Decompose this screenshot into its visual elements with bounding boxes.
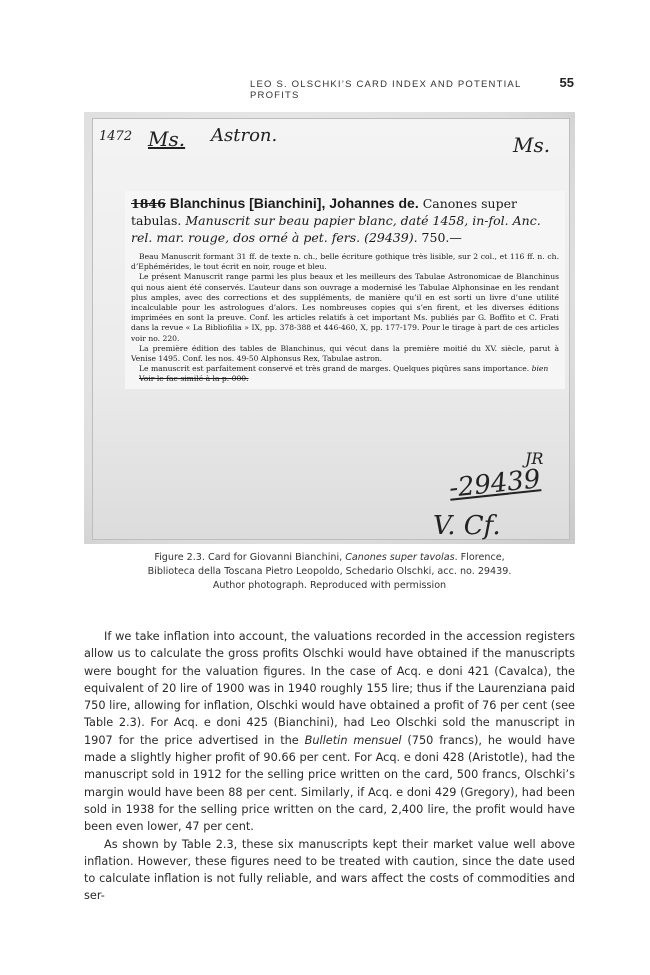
- card-hand-insert: bien: [531, 364, 549, 374]
- printed-entry: [125, 191, 565, 389]
- caption-line-2: Biblioteca della Toscana Pietro Leopoldo, Schedario Olschki, acc. no. 29439.: [147, 566, 512, 577]
- handwritten-subject: Astron.: [211, 125, 278, 146]
- page-number: 55: [559, 75, 574, 90]
- caption-line-1: Figure 2.3. Card for Giovanni Bianchini, Canones super tavolas. Florence,: [154, 552, 505, 563]
- card-paragraph: Voir le fac-similé à la p. 000.: [139, 374, 249, 384]
- running-head: [84, 75, 574, 101]
- card-paragraph: Beau Manuscrit formant 31 ff. de texte n. ch., belle écriture gothique très lisible, sur 2 col., et 116 ff. n. ch. d’Ephémérides, le tout écrit en noir, rouge et bleu.: [131, 252, 559, 272]
- body-text: [84, 628, 575, 905]
- running-title: LEO S. OLSCHKI’S CARD INDEX AND POTENTIAL PROFITS: [250, 79, 522, 101]
- handwritten-bottom: V. Cf.: [433, 511, 501, 541]
- index-card: [92, 118, 570, 540]
- card-author: Blanchinus [Bianchini], Johannes de.: [169, 195, 419, 211]
- card-number: 1846: [131, 196, 166, 211]
- card-description: Manuscrit sur beau papier blanc, daté 1458, in-fol. Anc. rel. mar. rouge, dos orné à pet. fers. (29439).: [131, 213, 541, 245]
- figure-photograph: [84, 112, 575, 544]
- handwritten-ms-left: Ms.: [148, 127, 186, 151]
- card-price: 750.—: [421, 230, 462, 245]
- handwritten-ms-right: Ms.: [513, 133, 551, 157]
- handwritten-accession: -29439: [447, 464, 542, 504]
- body-paragraph: As shown by Table 2.3, these six manuscripts kept their market value well above inflation. However, these figures need to be treated with caution, since the date used to calculate inflation is not fully reliable, and wars affect the costs of commodities and ser-: [84, 837, 575, 903]
- handwritten-initials: JR: [525, 449, 544, 468]
- body-paragraph: If we take inflation into account, the valuations recorded in the accession registers allow us to calculate the gross profits Olschki would have obtained if the manuscripts were bought for the valuation figures. In the case of Acq. e doni 421 (Cavalca), the equivalent of 20 lire of 1900 was in 1940 roughly 155 lire; thus if the Laurenziana paid 750 lire, allowing for inflation, Olschki would have obtained a profit of 76 per cent (see Table 2.3). For Acq. e doni 425 (Bianchini), had Leo Olschki sold the manuscript in 1907 for the price advertised in the Bulletin mensuel (750 francs), he would have made a slightly higher profit of 90.66 per cent. For Acq. e doni 428 (Aristotle), had the manuscript sold in 1912 for the selling price written on the card, 500 francs, Olschki’s margin would have been 88 per cent. Similarly, if Acq. e doni 429 (Gregory), had been sold in 1938 for the selling price written on the card, 2,400 lire, the profit would have been even lower, 47 per cent.: [84, 630, 575, 834]
- figure-caption: [84, 551, 575, 593]
- handwritten-number: 1472: [99, 129, 133, 144]
- card-paragraph: Le présent Manuscrit range parmi les plus beaux et les meilleurs des Tabulae Astronomicae de Blanchinus qui nous aient été conservés. L’auteur dans son ouvrage a modernisé les Tabulae Alphonsinae en les rendant plus amples, avec des corrections et des suppléments, de manière qu’il en est sorti un livre d’une utilité incalculable pour les astrologues d’alors. Les nombreuses copies qui s’en firent, et les diverses éditions imprimées en sont la preuve. Conf. les articles relatifs à cet important Ms. publiés par G. Boffito et C. Frati dans la revue « La Bibliofilia » IX, pp. 378-388 et 446-460, X, pp. 177-179. Pour le tirage à part de ces articles voir no. 220.: [131, 272, 559, 343]
- card-title-line: Canones super tabulas.: [131, 196, 517, 228]
- card-paragraph: Le manuscrit est parfaitement conservé et très grand de marges. Quelques piqûres sans importance. bien: [139, 364, 549, 374]
- card-body: [131, 252, 559, 385]
- card-heading: [131, 195, 559, 246]
- caption-line-3: Author photograph. Reproduced with permission: [212, 580, 447, 591]
- card-paragraph: La première édition des tables de Blanchinus, qui vécut dans la première moitié du XV. siècle, parut à Venise 1495. Conf. les nos. 49-50 Alphonsus Rex, Tabulae astron.: [131, 343, 559, 364]
